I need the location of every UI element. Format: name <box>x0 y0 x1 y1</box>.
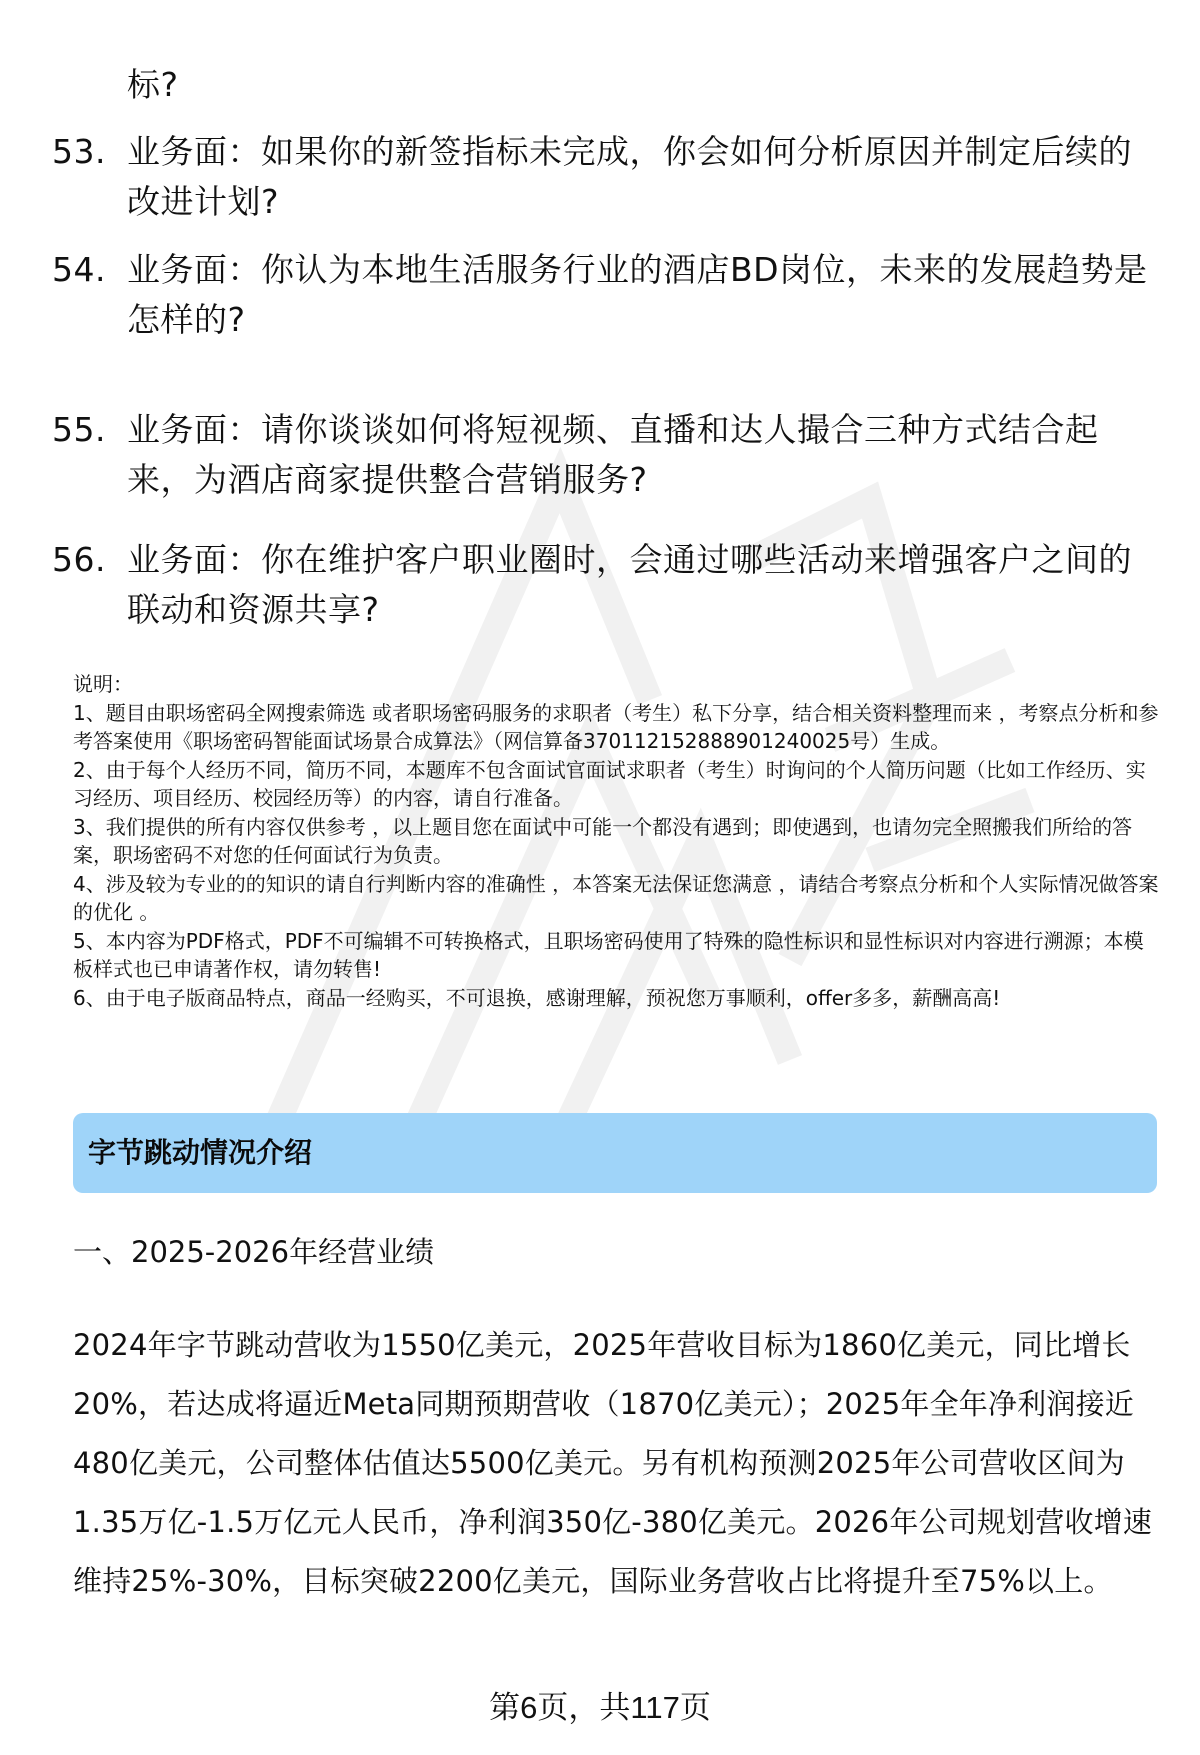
question-text: 业务面：请你谈谈如何将短视频、直播和达人撮合三种方式结合起来，为酒店商家提供整合营销服务? <box>127 410 1099 499</box>
notes-heading: 说明： <box>73 672 133 696</box>
note-item-3: 3、我们提供的所有内容仅供参考 ，以上题目您在面试中可能一个都没有遇到；即使遇到，也请勿完全照搬我们所给的答案，职场密码不对您的任何面试行为负责。 <box>73 814 1133 867</box>
question-text: 业务面：你认为本地生活服务行业的酒店BD岗位，未来的发展趋势是怎样的? <box>127 250 1148 339</box>
question-text: 业务面：你在维护客户职业圈时，会通过哪些活动来增强客户之间的联动和资源共享? <box>127 540 1132 629</box>
question-number: 56. <box>52 540 106 579</box>
page-indicator: 第6页，共117页 <box>489 1690 711 1725</box>
note-item-4: 4、涉及较为专业的的知识的请自行判断内容的准确性 ，本答案无法保证您满意 ，请结合考察点分析和个人实际情况做答案的优化 。 <box>73 871 1159 924</box>
question-53 <box>52 127 1162 227</box>
note-item-1: 1、题目由职场密码全网搜索筛选 或者职场密码服务的求职者（考生）私下分享，结合相关资料整理而来 ，考察点分析和参考答案使用《职场密码智能面试场景合成算法》（网信算备370112152888901240025号）生成。 <box>73 700 1159 753</box>
question-number: 53. <box>52 132 106 171</box>
question-52-continuation: 标? <box>127 65 179 104</box>
question-56 <box>52 535 1162 635</box>
section-banner-title: 字节跳动情况介绍 <box>88 1136 313 1169</box>
note-item-2: 2、由于每个人经历不同，简历不同，本题库不包含面试官面试求职者（考生）时询问的个人简历问题（比如工作经历、实习经历、项目经历、校园经历等）的内容，请自行准备。 <box>73 757 1146 810</box>
section-paragraph: 2024年字节跳动营收为1550亿美元，2025年营收目标为1860亿美元，同比增长20%，若达成将逼近Meta同期预期营收（1870亿美元）；2025年全年净利润接近480亿美元，公司整体估值达5500亿美元。另有机构预测2025年公司营收区间为1.35万亿-1.5万亿元人民币，净利润350亿-380亿美元。2026年公司规划营收增速维持25%-30%，目标突破2200亿美元，国际业务营收占比将提升至75%以上。 <box>73 1328 1153 1598</box>
note-item-6: 6、由于电子版商品特点，商品一经购买，不可退换，感谢理解，预祝您万事顺利，offer多多，薪酬高高! <box>73 985 1001 1010</box>
question-54 <box>52 245 1162 345</box>
question-number: 55. <box>52 410 106 449</box>
section-banner <box>73 1113 1157 1193</box>
section-subheading: 一、2025-2026年经营业绩 <box>73 1235 435 1269</box>
disclaimer-notes <box>73 670 1163 1012</box>
question-number: 54. <box>52 250 106 289</box>
note-item-5: 5、本内容为PDF格式，PDF不可编辑不可转换格式，且职场密码使用了特殊的隐性标识和显性标识对内容进行溯源；本模板样式也已申请著作权，请勿转售! <box>73 928 1144 981</box>
question-text: 业务面：如果你的新签指标未完成，你会如何分析原因并制定后续的改进计划? <box>127 132 1132 221</box>
question-55 <box>52 405 1162 505</box>
